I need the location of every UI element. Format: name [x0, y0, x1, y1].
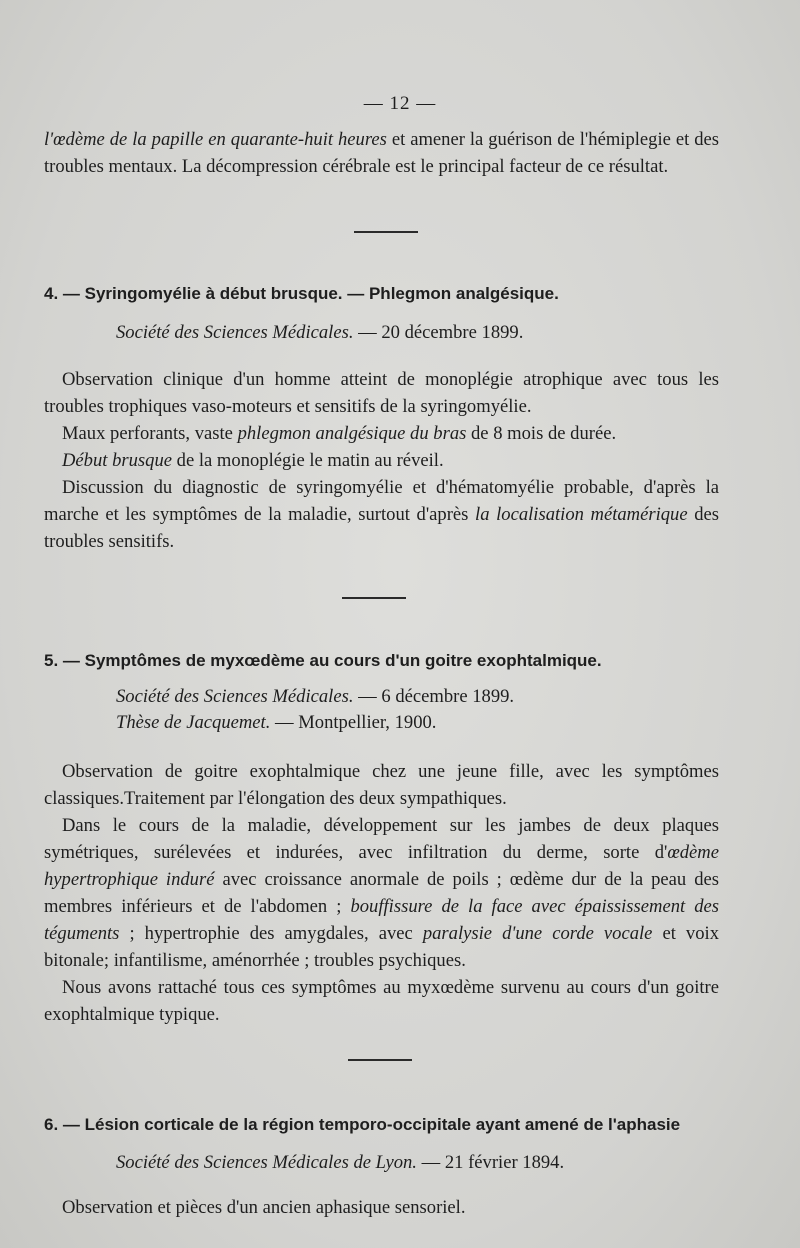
- section4-paragraph-2: [44, 420, 719, 447]
- section5-title: — Symptômes de myxœdème au cours d'un goitre exophtalmique.: [58, 651, 602, 670]
- section6-source-society: Société des Sciences Médicales de Lyon.: [116, 1152, 417, 1173]
- section4-p2-text-b: de 8 mois de durée.: [466, 423, 617, 444]
- section5-paragraph-2: [44, 812, 719, 974]
- section6-paragraph-1: Observation et pièces d'un ancien aphasique sensoriel.: [62, 1197, 466, 1218]
- section5-p2-text-b: avec croissance anormale de poils ; œdème dur de la peau des membres inférieurs et de l'abdomen ;: [44, 869, 719, 917]
- section4-source-society: Société des Sciences Médicales.: [116, 322, 354, 343]
- section4-source-date: — 20 décembre 1899.: [353, 322, 524, 343]
- section5-source2-place: — Montpellier, 1900.: [270, 712, 437, 733]
- section5-source-2: [116, 710, 716, 736]
- section6-number: 6.: [44, 1115, 59, 1134]
- section5-p2-italic-3: paralysie d'une corde vocale: [422, 923, 653, 944]
- section6-body: [44, 1194, 719, 1221]
- section5-p2-text-c: ; hypertrophie des amygdales, avec: [119, 923, 423, 944]
- section4-p3-italic: Début brusque: [62, 450, 173, 471]
- section6-heading: [44, 1111, 719, 1138]
- section4-paragraph-3: [44, 447, 719, 474]
- intro-italic: l'œdème de la papille en quarante-huit heures: [44, 129, 387, 150]
- section5-p2-italic-1: œdème hypertrophique induré: [44, 842, 719, 890]
- section6-source: [116, 1150, 716, 1176]
- section4-heading: [44, 280, 719, 307]
- section4-paragraph-4: [44, 474, 719, 555]
- section5-heading: [44, 647, 719, 674]
- section5-number: 5.: [44, 651, 59, 670]
- intro-paragraph: [44, 126, 719, 180]
- section5-source1-society: Société des Sciences Médicales.: [116, 686, 354, 707]
- section4-number: 4.: [44, 284, 59, 303]
- section5-source1-date: — 6 décembre 1899.: [353, 686, 515, 707]
- section4-p4-text-a: Discussion du diagnostic de syringomyélie et d'hématomyélie probable, d'après la marche et les symptômes de la maladie, surtout d'après: [44, 477, 719, 525]
- section-divider: [354, 231, 418, 233]
- page-number: — 12 —: [363, 93, 437, 114]
- section4-p4-text-b: des troubles sensitifs.: [44, 504, 720, 552]
- section6-title: — Lésion corticale de la région temporo-occipitale ayant amené de l'aphasie: [58, 1115, 681, 1134]
- section-divider: [342, 597, 406, 599]
- section4-title: — Syringomyélie à début brusque. — Phlegmon analgésique.: [58, 284, 559, 303]
- section4-body: [44, 366, 719, 555]
- section5-paragraph-1: Observation de goitre exophtalmique chez une jeune fille, avec les symptômes classiques.Traitement par l'élongation des deux sympathiques.: [44, 761, 719, 809]
- section5-paragraph-3: Nous avons rattaché tous ces symptômes au myxœdème survenu au cours d'un goitre exophtalmique typique.: [44, 977, 719, 1025]
- section5-p2-text-d: et voix bitonale; infantilisme, aménorrhée ; troubles psychiques.: [44, 923, 719, 971]
- section4-source: [116, 320, 716, 346]
- section4-paragraph-1: Observation clinique d'un homme atteint de monoplégie atrophique avec tous les troubles trophiques vaso-moteurs et sensitifs de la syringomyélie.: [44, 369, 719, 417]
- section4-p3-text: de la monoplégie le matin au réveil.: [172, 450, 444, 471]
- section4-p2-text-a: Maux perforants, vaste: [62, 423, 238, 444]
- section-divider: [348, 1059, 412, 1061]
- intro-text: et amener la guérison de l'hémiplegie et des troubles mentaux. La décompression cérébrale est le principal facteur de ce résultat.: [44, 129, 719, 177]
- section5-p2-italic-2: bouffissure de la face avec épaississement des téguments: [44, 896, 719, 944]
- section6-source-date: — 21 février 1894.: [416, 1152, 565, 1173]
- section5-source2-thesis: Thèse de Jacquemet.: [116, 712, 271, 733]
- section5-sources: [116, 684, 716, 736]
- section5-p2-text-a: Dans le cours de la maladie, développement sur les jambes de deux plaques symétriques, surélevées et indurées, avec infiltration du derme, sorte d': [44, 815, 719, 863]
- section4-p2-italic: phlegmon analgésique du bras: [237, 423, 467, 444]
- section4-p4-italic: la localisation métamérique: [475, 504, 688, 525]
- section5-source-1: [116, 684, 716, 710]
- section5-body: [44, 758, 719, 1028]
